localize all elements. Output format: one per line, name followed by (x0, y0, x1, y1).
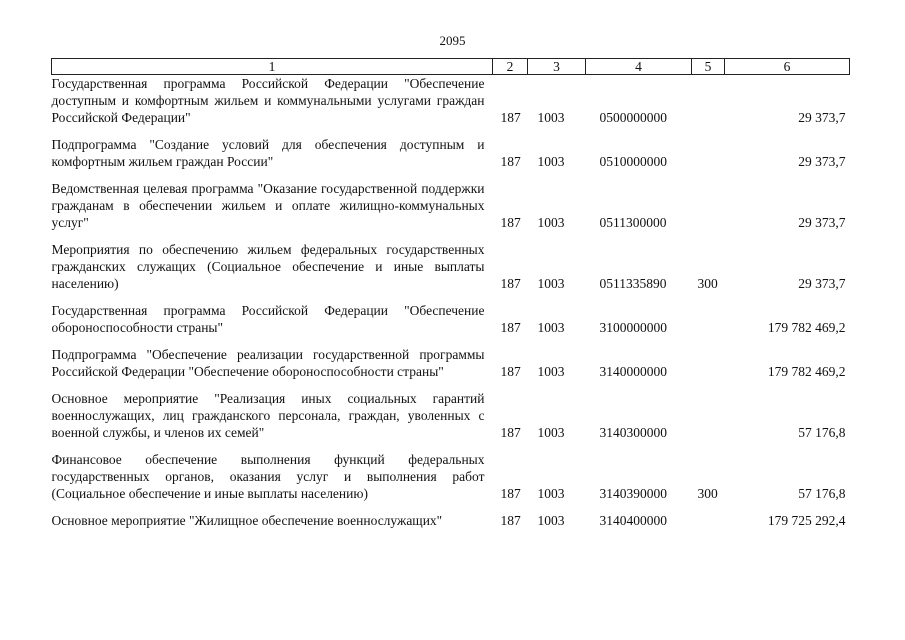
row-sum: 29 373,7 (798, 276, 846, 291)
column-header-5: 5 (692, 59, 725, 75)
row-rzpr: 1003 (537, 320, 565, 335)
row-grbs: 187 (500, 320, 521, 335)
row-grbs: 187 (500, 486, 521, 501)
table-row (52, 451, 850, 512)
table-header (52, 59, 850, 75)
row-name: Мероприятия по обеспечению жильем федеральных государственных гражданских служащих (Социальное обеспечение и иные выплаты населению) (51, 242, 485, 291)
row-name: Подпрограмма "Создание условий для обеспечения доступным и комфортным жильем граждан России" (51, 137, 485, 169)
row-rzpr: 1003 (537, 364, 565, 379)
row-vr (692, 346, 725, 390)
row-grbs: 187 (500, 215, 521, 230)
column-header-6: 6 (725, 59, 850, 75)
row-sum: 57 176,8 (798, 425, 846, 440)
row-rzpr: 1003 (537, 154, 565, 169)
row-sum: 179 782 469,2 (767, 320, 846, 335)
row-name: Государственная программа Российской Федерации "Обеспечение обороноспособности страны" (51, 303, 485, 335)
row-grbs: 187 (500, 364, 521, 379)
table-row (52, 512, 850, 529)
row-rzpr: 1003 (537, 513, 565, 528)
row-sum: 29 373,7 (798, 110, 846, 125)
table-row (52, 302, 850, 346)
row-csr: 3140300000 (599, 425, 667, 440)
row-vr (692, 302, 725, 346)
row-rzpr: 1003 (537, 486, 565, 501)
header-row (52, 59, 850, 75)
row-csr: 3140390000 (599, 486, 667, 501)
row-grbs: 187 (500, 425, 521, 440)
row-sum: 179 725 292,4 (767, 513, 846, 528)
table-row (52, 241, 850, 302)
table-row (52, 180, 850, 241)
table-row (52, 390, 850, 451)
row-rzpr: 1003 (537, 425, 565, 440)
row-vr: 300 (697, 486, 718, 501)
row-vr (692, 180, 725, 241)
page-number: 2095 (439, 33, 466, 48)
row-vr (692, 390, 725, 451)
row-name: Основное мероприятие "Реализация иных социальных гарантий военнослужащих, лиц гражданского персонала, граждан, уволенных с военной службы, и членов их семей" (51, 391, 485, 440)
budget-table (51, 58, 850, 529)
row-name: Ведомственная целевая программа "Оказание государственной поддержки гражданам в обеспечении жильем и оплате жилищно-коммунальных услуг" (51, 181, 485, 230)
row-name: Подпрограмма "Обеспечение реализации государственной программы Российской Федерации "Обеспечение обороноспособности страны" (51, 347, 485, 379)
column-header-2: 2 (493, 59, 528, 75)
column-header-4: 4 (586, 59, 692, 75)
row-sum: 29 373,7 (798, 154, 846, 169)
row-grbs: 187 (500, 110, 521, 125)
row-csr: 3140000000 (599, 364, 667, 379)
row-rzpr: 1003 (537, 110, 565, 125)
table-row (52, 346, 850, 390)
table-row (52, 75, 850, 137)
row-csr: 0511335890 (599, 276, 667, 291)
row-csr: 0510000000 (599, 154, 667, 169)
row-name: Государственная программа Российской Федерации "Обеспечение доступным и комфортным жильем и коммунальными услугами граждан Российской Федерации" (51, 76, 485, 125)
row-grbs: 187 (500, 154, 521, 169)
table-body (52, 75, 850, 530)
row-csr: 3100000000 (599, 320, 667, 335)
column-header-1: 1 (52, 59, 493, 75)
column-header-3: 3 (528, 59, 586, 75)
row-sum: 29 373,7 (798, 215, 846, 230)
row-vr (692, 136, 725, 180)
row-sum: 179 782 469,2 (767, 364, 846, 379)
row-rzpr: 1003 (537, 276, 565, 291)
row-csr: 0511300000 (599, 215, 667, 230)
row-rzpr: 1003 (537, 215, 565, 230)
row-vr (692, 512, 725, 529)
row-sum: 57 176,8 (798, 486, 846, 501)
table-row (52, 136, 850, 180)
row-grbs: 187 (500, 276, 521, 291)
row-csr: 3140400000 (599, 513, 667, 528)
row-vr (692, 75, 725, 137)
row-grbs: 187 (500, 513, 521, 528)
row-name: Основное мероприятие "Жилищное обеспечение военнослужащих" (51, 513, 443, 528)
row-csr: 0500000000 (599, 110, 667, 125)
row-vr: 300 (697, 276, 718, 291)
row-name: Финансовое обеспечение выполнения функций федеральных государственных органов, оказания услуг и выполнения работ (Социальное обеспечение и иные выплаты населению) (51, 452, 485, 501)
